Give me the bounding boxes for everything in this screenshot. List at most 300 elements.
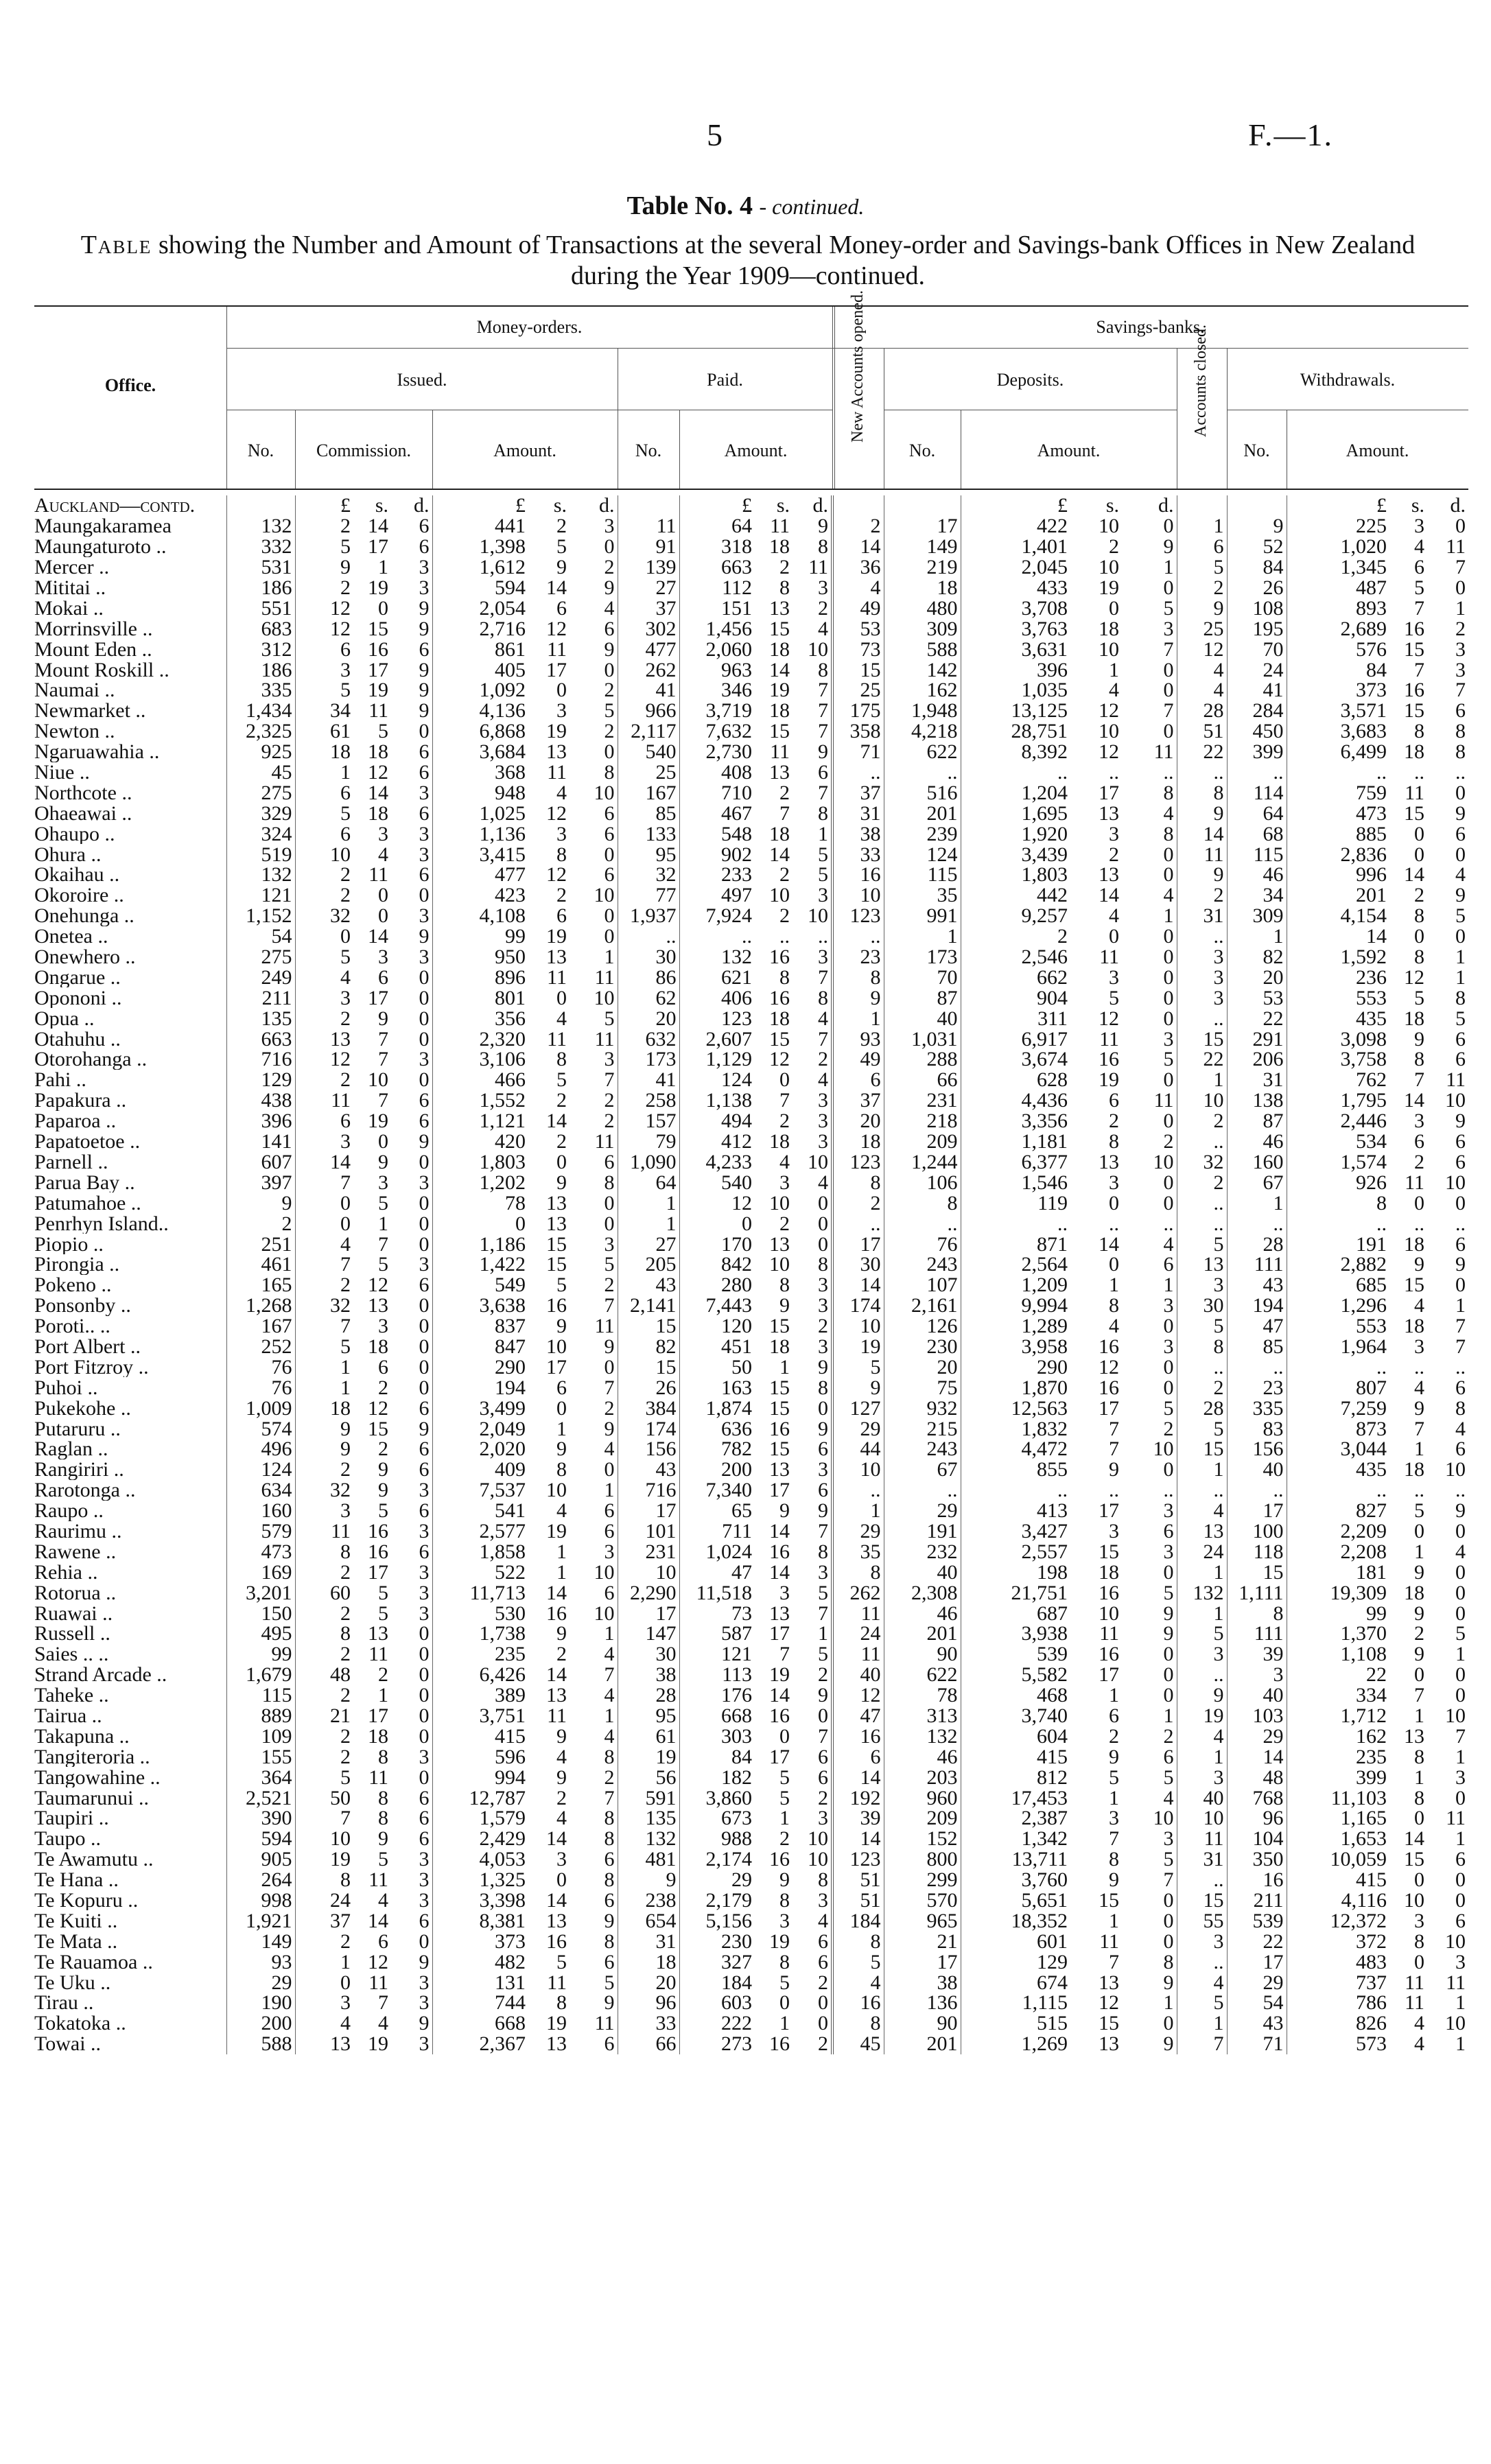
table-cell: 8 [1414,1787,1424,1808]
table-cell: 531 [226,557,295,578]
table-cell: 13 [1099,803,1119,824]
table-cell: 18 [832,1131,884,1152]
table-cell: 14 [295,1152,353,1173]
table-cell: 963 [679,659,755,680]
table-cell: 191 [1287,1234,1389,1254]
table-cell: 9 [1163,1972,1174,1993]
table-cell: 0 [1163,577,1174,598]
table-cell: 7 [1455,1726,1466,1747]
table-cell: 38 [618,1665,679,1685]
table-cell: 13 [1099,1972,1119,1993]
table-cell: 11 [547,1972,567,1993]
table-cell: 0 [1163,1890,1174,1911]
table-cell: 61 [295,721,353,742]
table-cell: 2 [295,1459,353,1480]
table-cell: 2 [818,2033,828,2054]
table-cell: 4 [1109,680,1119,701]
table-cell: 0 [604,741,615,762]
table-cell: 9 [419,700,430,721]
office-name: Mititai .. [34,577,106,598]
table-row [34,987,1468,1008]
table-cell: 6 [1163,1746,1174,1768]
table-cell: 6,499 [1287,742,1389,762]
table-row [34,1193,1468,1213]
table-caption [62,230,1434,292]
table-row [34,1316,1468,1337]
table-cell: 22 [1227,1931,1287,1951]
table-cell: 2 [604,1274,615,1295]
table-cell: 9 [1163,2033,1174,2054]
table-cell: 18 [368,803,388,824]
table-cell: 801 [432,987,528,1008]
table-cell: 11,103 [1287,1787,1389,1808]
table-cell: 8 [1414,1746,1424,1768]
table-cell: 203 [884,1767,961,1787]
table-cell: 16 [546,1295,567,1316]
table-cell: 0 [1455,844,1466,865]
table-cell: 0 [779,1993,790,2013]
table-cell: 36 [832,557,884,578]
table-cell: 16 [1099,1643,1119,1665]
header-new-accounts: New Accounts opened. [849,290,867,443]
table-cell: 25 [832,680,884,701]
table-cell: 13 [769,598,790,619]
table-cell: 11 [368,1643,388,1665]
table-cell: 3 [419,1254,430,1275]
table-cell: 9 [832,987,884,1008]
table-cell: 0 [1163,1008,1174,1029]
table-cell: 38 [832,823,884,844]
table-cell: 12 [368,762,388,783]
table-cell: 8 [1163,1951,1174,1973]
table-cell: 4 [295,967,353,987]
table-cell: 201 [1287,885,1389,906]
table-cell: 10 [1445,1931,1466,1952]
office-name: Saies .. .. [34,1643,109,1665]
table-cell: 84 [679,1746,755,1767]
table-cell: 1,964 [1287,1337,1389,1357]
table-cell: 8 [832,2013,884,2034]
table-cell: 60 [295,1582,353,1603]
table-cell: 7 [378,1234,388,1254]
table-cell: 2,325 [226,721,295,742]
table-cell: 9 [818,741,828,762]
table-cell: 335 [226,680,295,701]
table-row [34,1644,1468,1665]
table-cell: 0 [1455,1274,1466,1295]
table-cell: 15 [618,1316,679,1337]
table-cell: 0 [419,720,430,742]
table-cell: 1 [604,1479,615,1501]
table-cell: 737 [1287,1972,1389,1993]
table-cell: 1,289 [961,1316,1070,1337]
table-cell: 0 [1414,1951,1424,1973]
table-cell: 14 [546,1110,567,1131]
table-cell: 132 [226,865,295,885]
table-cell: 1 [1163,905,1174,926]
table-cell: 6 [818,1438,828,1459]
table-cell: 632 [618,1029,679,1049]
table-cell: 22 [1287,1665,1389,1685]
table-cell: 13,711 [961,1849,1070,1870]
table-cell: 264 [226,1870,295,1890]
table-cell: 0 [818,2013,828,2034]
table-cell: 2 [295,1931,353,1951]
table-cell: 3 [604,515,615,537]
table-cell: 7 [1163,639,1174,660]
table-cell: 2,716 [432,618,528,639]
table-cell: 324 [226,823,295,844]
table-cell: 77 [618,885,679,906]
table-cell: 473 [226,1541,295,1562]
table-cell: 151 [679,598,755,618]
table-cell: 9 [419,598,430,619]
table-cell: 6 [295,1111,353,1131]
table-cell: 710 [679,782,755,803]
table-cell: 405 [432,659,528,680]
table-cell: 5 [1163,1849,1174,1870]
table-cell: 252 [226,1337,295,1357]
table-cell: 522 [432,1562,528,1582]
table-cell: .. [1414,1479,1424,1501]
table-cell: 96 [618,1993,679,2013]
table-cell: 186 [226,578,295,598]
table-cell: 873 [1287,1418,1389,1439]
table-cell: 5 [1414,987,1424,1009]
table-cell: 18 [368,1336,388,1357]
table-cell: 5,651 [961,1890,1070,1911]
table-cell: 2 [295,1603,353,1623]
table-cell: 13 [1099,1151,1119,1173]
table-cell: 11 [547,967,567,988]
table-cell: 10 [594,1562,615,1583]
table-cell: 594 [432,578,528,598]
table-cell: 215 [884,1418,961,1439]
table-cell: 1 [378,556,388,578]
table-cell: 1 [832,1501,884,1521]
table-cell: 1 [1177,516,1227,537]
table-cell: 8 [1455,987,1466,1009]
table-cell: 2 [556,1131,567,1152]
table-cell: 1 [378,1685,388,1706]
table-cell: 6 [295,782,353,803]
table-cell: 15 [769,1315,790,1337]
table-cell: 6 [419,762,430,783]
table-cell: 18 [1404,1459,1424,1480]
table-cell: 2 [818,1664,828,1685]
table-cell: 5 [818,1643,828,1665]
table-cell: 5 [818,844,828,865]
table-cell: 329 [226,803,295,823]
table-cell: 43 [618,1275,679,1295]
table-cell: 9 [818,1418,828,1439]
table-cell: 9 [604,1910,615,1932]
table-cell: 8 [884,1193,961,1213]
table-cell: 0 [604,1357,615,1378]
table-cell: 2 [1109,536,1119,557]
table-row [34,701,1468,721]
table-cell: 3 [419,556,430,578]
table-cell: 2 [604,1090,615,1111]
table-cell: 2 [1163,1418,1174,1439]
table-cell: 9 [295,557,353,578]
table-cell: 3 [419,844,430,865]
table-cell: 8 [1414,946,1424,967]
table-cell: 167 [226,1316,295,1337]
table-cell: 6 [1455,1849,1466,1870]
table-cell: 6 [419,639,430,660]
table-cell: 48 [1227,1767,1287,1787]
table-cell: 12 [295,598,353,618]
table-cell: 588 [884,639,961,659]
table-row [34,1767,1468,1787]
table-cell: 3 [1177,1767,1227,1787]
table-cell: 8 [295,1541,353,1562]
table-cell: 3 [419,782,430,803]
table-cell: 591 [618,1787,679,1808]
table-cell: 15 [368,618,388,640]
table-cell: 49 [832,598,884,618]
table-cell: 1 [1109,1274,1119,1295]
table-cell: 7 [378,1993,388,2013]
table-cell: 31 [618,1931,679,1951]
table-cell: 9 [779,1295,790,1316]
table-cell: 1 [832,1008,884,1029]
table-cell: 82 [1227,947,1287,967]
table-cell: 5 [556,1274,567,1295]
table-cell: 309 [884,618,961,639]
header-paid-no: No. [635,441,662,460]
table-cell: 28 [1227,1234,1287,1254]
table-cell: 8 [779,1951,790,1973]
table-cell: 3,356 [961,1111,1070,1131]
table-cell: 9 [1109,1746,1119,1768]
table-cell: 0 [1455,1603,1466,1623]
table-cell: 132 [884,1726,961,1746]
table-cell: 10 [295,844,353,865]
table-cell: .. [961,1480,1070,1501]
table-cell: 41 [618,1070,679,1090]
table-cell: 663 [226,1029,295,1049]
table-cell: 8 [604,1808,615,1829]
table-cell: 14 [546,1890,567,1911]
table-cell: 14 [832,1275,884,1295]
table-cell: 10 [1445,1172,1466,1193]
table-cell: 539 [1227,1910,1287,1931]
table-cell: 2 [378,1664,388,1685]
table-cell: 4 [295,2013,353,2034]
table-cell: 10 [808,905,828,926]
table-cell: 2 [295,1008,353,1029]
table-cell: 6 [1455,1049,1466,1070]
table-cell: 7 [818,680,828,701]
table-cell: 121 [679,1644,755,1665]
table-cell: 0 [604,1193,615,1214]
table-cell: 668 [679,1706,755,1726]
office-name: Rawene .. [34,1541,117,1562]
table-cell: 397 [226,1172,295,1193]
table-cell: 2 [604,680,615,701]
table-cell: 12 [295,1049,353,1070]
table-cell: 1 [1455,1295,1466,1316]
table-cell: 10 [594,1603,615,1623]
table-cell: 412 [679,1131,755,1152]
table-cell: 0 [419,1705,430,1726]
table-cell: 5 [1177,1234,1227,1254]
table-cell: 32 [295,1480,353,1501]
table-cell: 358 [832,721,884,742]
table-cell: 17 [832,1234,884,1254]
office-name: Takapuna .. [34,1726,130,1747]
table-cell: 3 [818,1562,828,1583]
table-cell: 5 [556,1951,567,1973]
table-row [34,1910,1468,1931]
table-cell: 7 [378,1090,388,1111]
table-cell: 13 [295,2034,353,2054]
table-cell: 32 [618,865,679,885]
office-name: Rotorua .. [34,1582,117,1604]
table-cell: 124 [679,1070,755,1090]
table-cell: 6 [818,1951,828,1973]
table-cell: 239 [884,823,961,844]
table-cell: 399 [1287,1767,1389,1787]
table-cell: 6 [419,741,430,762]
table-cell: 194 [1227,1295,1287,1316]
table-cell: 15 [1404,1274,1424,1295]
table-cell: 0 [1163,1931,1174,1952]
table-cell: 3 [818,1890,828,1911]
table-cell: 32 [295,906,353,926]
table-cell: 12 [769,1049,790,1070]
office-name: Raglan .. [34,1438,108,1459]
table-cell: 10 [594,987,615,1009]
table-cell: 99 [1287,1603,1389,1623]
table-cell: 37 [832,1090,884,1111]
table-cell: 9 [818,1357,828,1378]
table-cell: 11 [547,1029,567,1050]
table-cell: 2 [1414,884,1424,906]
table-cell: 10 [832,1316,884,1337]
table-cell: 827 [1287,1501,1389,1521]
table-cell: 3 [1414,515,1424,537]
office-name: Rangiriri .. [34,1459,124,1480]
table-cell: 2,882 [1287,1254,1389,1275]
table-cell: 9 [779,1869,790,1890]
table-cell: 41 [1227,680,1287,701]
table-cell: 0 [818,1193,828,1214]
table-cell: 548 [679,823,755,844]
table-cell: 7 [1455,1336,1466,1357]
table-cell: 1 [1177,1070,1227,1090]
table-cell: 4,218 [884,721,961,742]
table-cell: 48 [295,1665,353,1685]
table-cell: 0 [1163,1459,1174,1480]
table-cell: 10 [1177,1808,1227,1829]
table-cell: 3,415 [432,844,528,865]
table-cell: 9 [779,1500,790,1521]
table-cell: 16 [1099,1049,1119,1070]
office-name: Russell .. [34,1623,110,1644]
table-cell: 15 [368,1418,388,1439]
office-name: Rarotonga .. [34,1479,136,1501]
table-cell: 135 [226,1008,295,1029]
table-cell: 5 [1109,987,1119,1009]
table-cell: 487 [1287,578,1389,598]
table-cell: 1,009 [226,1398,295,1418]
table-cell: 17 [1227,1501,1287,1521]
table-cell: 5 [1163,1398,1174,1419]
table-cell: 111 [1227,1254,1287,1275]
table-cell: 13 [1404,1726,1424,1747]
table-cell: 15 [769,618,790,640]
table-cell: 219 [884,557,961,578]
table-cell: 3,638 [432,1295,528,1316]
table-cell: 6 [378,967,388,988]
table-cell: 9 [818,515,828,537]
table-cell: 6 [1455,1029,1466,1050]
table-cell: .. [1227,1213,1287,1234]
table-cell: 4 [1177,1726,1227,1746]
table-cell: 9 [1227,516,1287,537]
table-cell: 83 [1227,1418,1287,1439]
table-cell: 12,787 [432,1787,528,1808]
table-cell: 9 [818,1685,828,1706]
table-cell: 0 [1163,987,1174,1009]
table-cell: .. [1177,762,1227,783]
table-row [34,1870,1468,1890]
table-cell: 1 [1455,1993,1466,2013]
table-cell: 51 [832,1890,884,1911]
table-cell: 7 [818,967,828,988]
table-cell: 169 [226,1562,295,1582]
table-cell: 1 [1109,1787,1119,1808]
office-name: Taumarunui .. [34,1787,150,1808]
table-cell: 11 [1177,1829,1227,1849]
table-cell: 0 [1455,782,1466,803]
table-cell: 604 [961,1726,1070,1746]
table-row [34,844,1468,865]
table-cell: 389 [432,1685,528,1706]
table-cell: 1 [1414,1767,1424,1788]
table-cell: 3,758 [1287,1049,1389,1070]
table-cell: 5 [1177,1418,1227,1439]
table-cell: 11 [1405,1993,1424,2013]
table-cell: 4 [556,1746,567,1768]
table-cell: 9 [604,577,615,598]
table-cell: 10 [1445,2013,1466,2034]
table-cell: 15 [769,1438,790,1459]
table-cell: 540 [679,1172,755,1193]
table-cell: 10 [1099,639,1119,660]
table-cell: 12 [1177,639,1227,659]
table-cell: 120 [679,1316,755,1337]
table-cell: 15 [769,1398,790,1419]
table-cell: 1,209 [961,1275,1070,1295]
table-cell: 3,571 [1287,701,1389,721]
table-cell: 2 [295,1562,353,1582]
table-cell: .. [1455,1213,1466,1234]
table-cell: 0 [419,1234,430,1254]
table-cell: 8 [295,1623,353,1644]
table-cell: 2,060 [679,639,755,659]
table-row [34,1541,1468,1562]
table-cell: 539 [961,1644,1070,1665]
table-cell: 3 [419,1049,430,1070]
table-cell: 309 [1227,906,1287,926]
office-name: Ohaeawai .. [34,803,132,824]
table-cell: 13 [1099,2033,1119,2054]
table-cell: 3 [419,946,430,967]
